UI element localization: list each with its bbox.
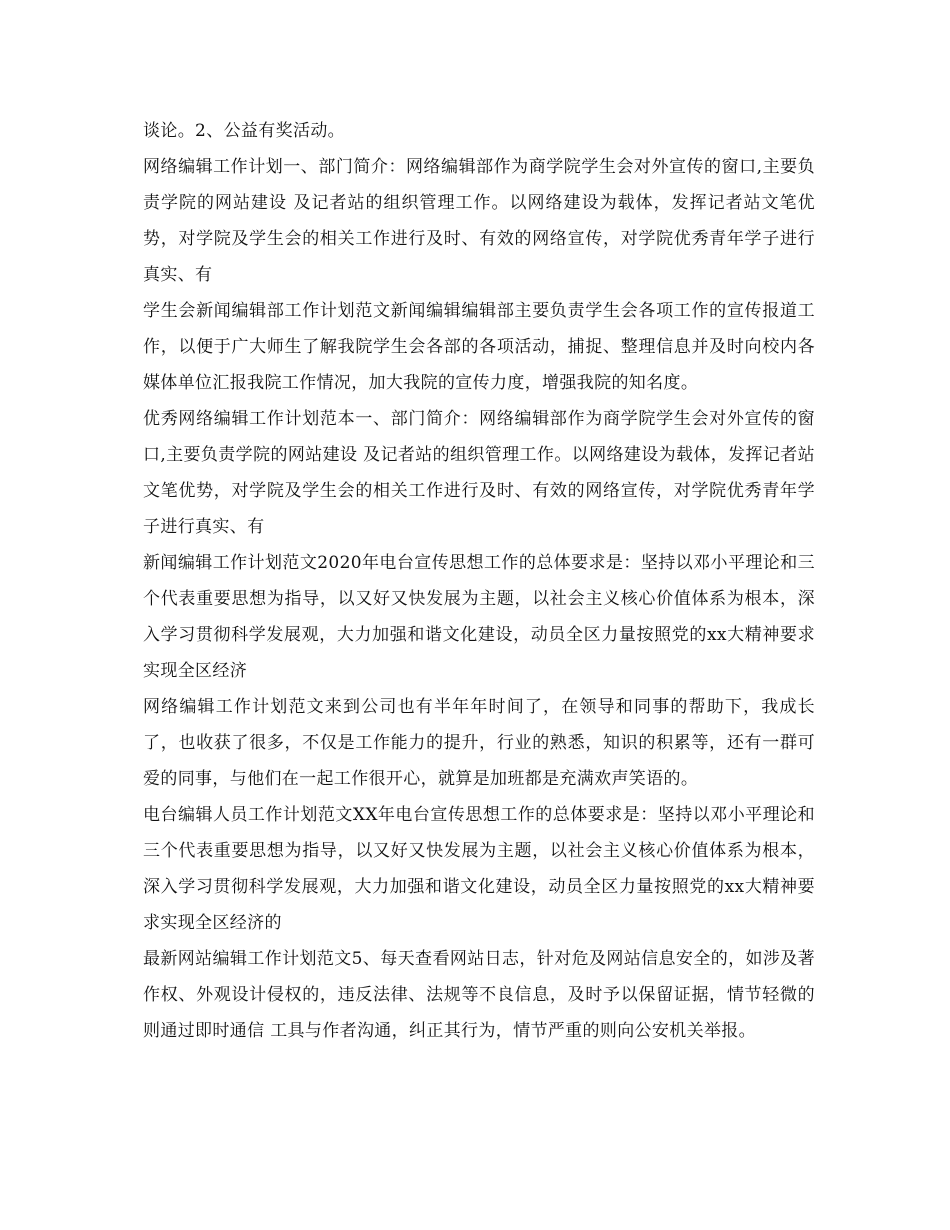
paragraph-8: 最新网站编辑工作计划范文5、每天查看网站日志，针对危及网站信息安全的，如涉及著作权、外观设计侵权的，违反法律、法规等不良信息，及时予以保留证据，情节轻微的则通过即时通信 工具与作者沟通，纠正其行为，情节严重的则向公安机关举报。 (143, 949, 815, 1041)
paragraph-5: 新闻编辑工作计划范文2020年电台宣传思想工作的总体要求是：坚持以邓小平理论和三个代表重要思想为指导，以又好又快发展为主题，以社会主义核心价值体系为根本，深入学习贯彻科学发展观，大力加强和谐文化建设，动员全区力量按照党的xx大精神要求实现全区经济 (143, 553, 815, 681)
paragraph-6: 网络编辑工作计划范文来到公司也有半年年时间了，在领导和同事的帮助下，我成长了，也收获了很多，不仅是工作能力的提升，行业的熟悉，知识的积累等，还有一群可爱的同事，与他们在一起工作很开心，就算是加班都是充满欢声笑语的。 (143, 697, 815, 789)
paragraph-7: 电台编辑人员工作计划范文XX年电台宣传思想工作的总体要求是：坚持以邓小平理论和三个代表重要思想为指导，以又好又快发展为主题，以社会主义核心价值体系为根本，深入学习贯彻科学发展观，大力加强和谐文化建设，动员全区力量按照党的xx大精神要求实现全区经济的 (143, 805, 815, 933)
paragraph-4: 优秀网络编辑工作计划范本一、部门简介：网络编辑部作为商学院学生会对外宣传的窗口,主要负责学院的网站建设 及记者站的组织管理工作。以网络建设为载体，发挥记者站文笔优势，对学院及学生会的相关工作进行及时、有效的网络宣传，对学院优秀青年学子进行真实、有 (143, 409, 815, 537)
paragraph-1: 谈论。2、公益有奖活动。 (143, 121, 346, 141)
paragraph-2: 网络编辑工作计划一、部门简介：网络编辑部作为商学院学生会对外宣传的窗口,主要负责学院的网站建设 及记者站的组织管理工作。以网络建设为载体，发挥记者站文笔优势，对学院及学生会的相关工作进行及时、有效的网络宣传，对学院优秀青年学子进行真实、有 (143, 157, 815, 285)
document-body (143, 113, 815, 1049)
paragraph-3: 学生会新闻编辑部工作计划范文新闻编辑编辑部主要负责学生会各项工作的宣传报道工作，以便于广大师生了解我院学生会各部的各项活动，捕捉、整理信息并及时向校内各媒体单位汇报我院工作情况，加大我院的宣传力度，增强我院的知名度。 (143, 301, 815, 393)
